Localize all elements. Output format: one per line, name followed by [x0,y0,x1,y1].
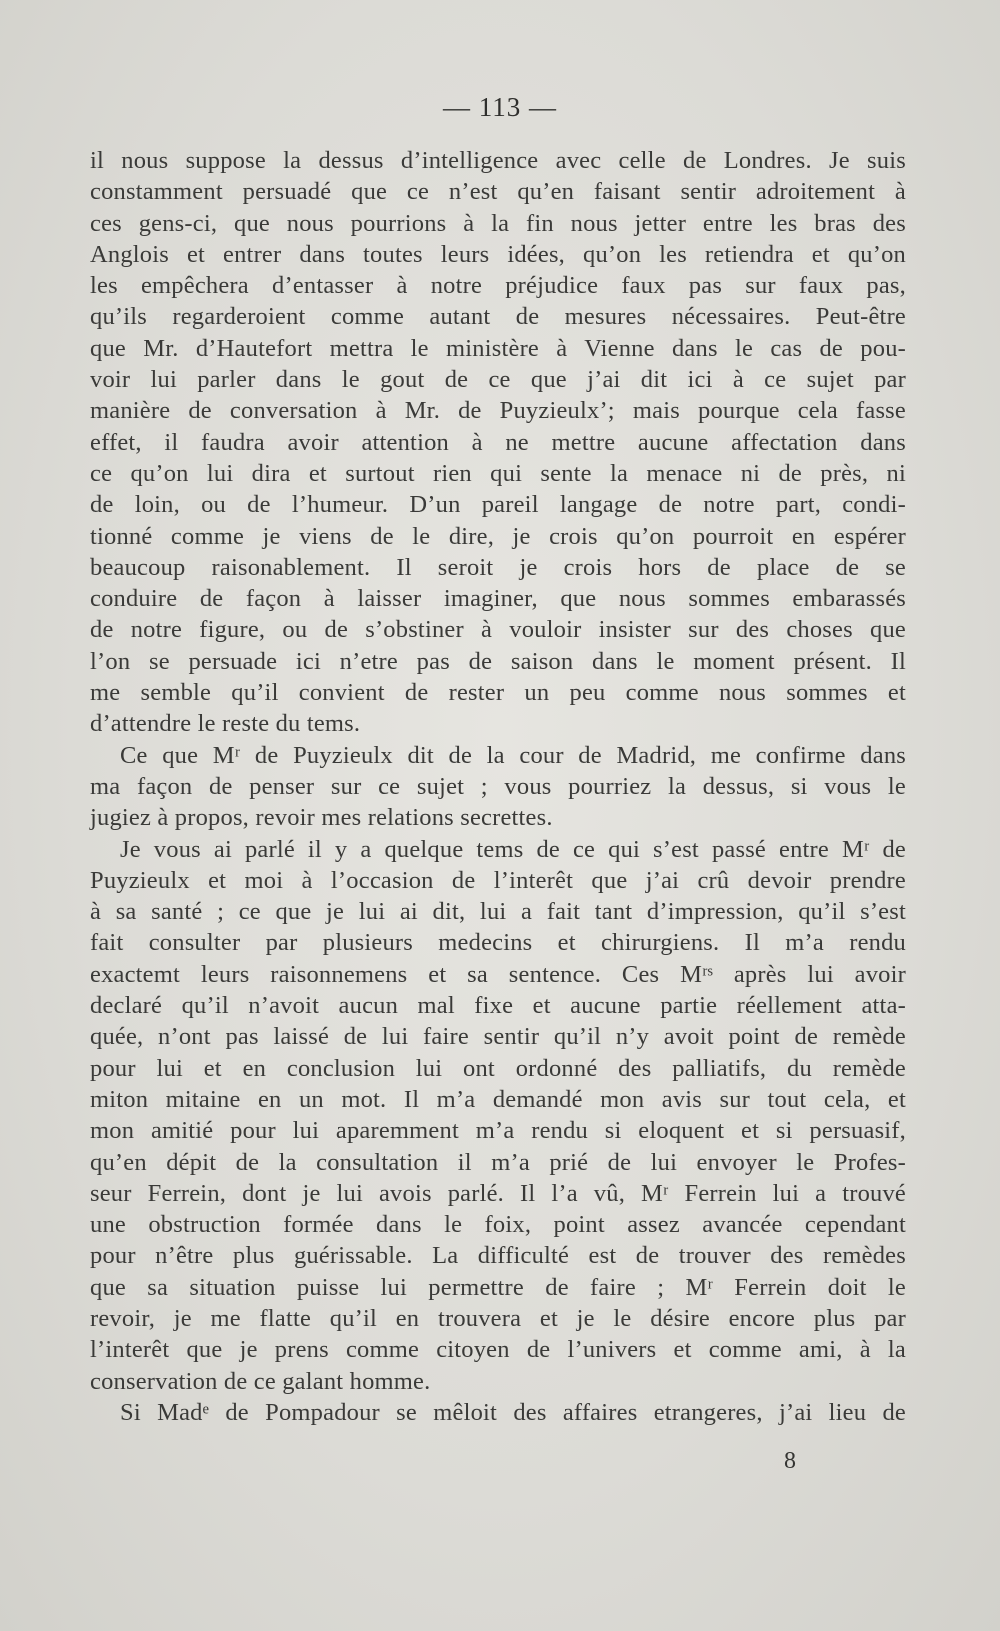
text-line: Je vous ai parlé il y a quelque tems de ce qui s’est passé entre Mʳ de [120,835,906,863]
body-text [90,145,906,1428]
text-line: exactemt leurs raisonnemens et sa sentence. Ces Mʳˢ après lui avoir [90,960,906,988]
text-line: revoir, je me flatte qu’il en trouvera et je le désire encore plus par [90,1304,906,1332]
text-line: ces gens-ci, que nous pourrions à la fin nous jetter entre les bras des [90,209,906,237]
text-line: declaré qu’il n’avoit aucun mal fixe et aucune partie réellement atta- [90,992,906,1020]
text-line: ce qu’on lui dira et surtout rien qui sente la menace ni de près, ni [90,459,906,487]
text-line: fait consulter par plusieurs medecins et chirurgiens. Il m’a rendu [90,929,906,957]
text-line: l’interêt que je prens comme citoyen de l’univers et comme ami, à la [90,1336,906,1364]
text-line: conservation de ce galant homme. [90,1367,431,1395]
text-line: seur Ferrein, dont je lui avois parlé. Il l’a vû, Mʳ Ferrein lui a trouvé [90,1179,906,1207]
text-line: Anglois et entrer dans toutes leurs idées, qu’on les retiendra et qu’on [90,240,906,268]
text-line: de loin, ou de l’humeur. D’un pareil langage de notre part, condi- [90,491,906,519]
signature-mark: 8 [784,1448,796,1474]
text-line: Puyzieulx et moi à l’occasion de l’interêt que j’ai crû devoir prendre [90,866,906,894]
text-line: voir lui parler dans le gout de ce que j’ai dit ici à ce sujet par [90,366,906,394]
text-line: de notre figure, ou de s’obstiner à vouloir insister sur des choses que [90,616,906,644]
text-line: Si Madᵉ de Pompadour se mêloit des affaires etrangeres, j’ai lieu de [120,1398,906,1426]
text-line: tionné comme je viens de le dire, je crois qu’on pourroit en espérer [90,522,906,550]
text-line: mon amitié pour lui aparemment m’a rendu si eloquent et si persuasif, [90,1117,906,1145]
text-line: constamment persuadé que ce n’est qu’en faisant sentir adroitement à [90,178,906,206]
page-number: — 113 — [443,92,557,122]
text-line: qu’en dépit de la consultation il m’a prié de lui envoyer le Profes- [90,1148,906,1176]
text-line: que sa situation puisse lui permettre de faire ; Mʳ Ferrein doit le [90,1273,906,1301]
text-line: une obstruction formée dans le foix, point assez avancée cependant [90,1211,906,1239]
text-line: jugiez à propos, revoir mes relations secrettes. [90,804,553,832]
text-line: que Mr. d’Hautefort mettra le ministère à Vienne dans le cas de pou- [90,334,906,362]
text-line: les empêchera d’entasser à notre préjudice faux pas sur faux pas, [90,272,906,300]
text-line: pour n’être plus guérissable. La difficulté est de trouver des remèdes [90,1242,906,1270]
text-line: qu’ils regarderoient comme autant de mesures nécessaires. Peut-être [90,303,906,331]
text-line: Ce que Mʳ de Puyzieulx dit de la cour de Madrid, me confirme dans [120,741,906,769]
text-line: quée, n’ont pas laissé de lui faire sentir qu’il n’y avoit point de remède [90,1023,906,1051]
text-line: me semble qu’il convient de rester un peu comme nous sommes et [90,679,906,707]
text-line: l’on se persuade ici n’etre pas de saison dans le moment présent. Il [90,647,906,675]
text-line: d’attendre le reste du tems. [90,710,361,738]
text-line: pour lui et en conclusion lui ont ordonné des palliatifs, du remède [90,1054,906,1082]
text-line: miton mitaine en un mot. Il m’a demandé mon avis sur tout cela, et [90,1085,906,1113]
text-line: effet, il faudra avoir attention à ne mettre aucune affectation dans [90,428,906,456]
text-line: à sa santé ; ce que je lui ai dit, lui a fait tant d’impression, qu’il s’est [90,898,906,926]
text-line: ma façon de penser sur ce sujet ; vous pourriez la dessus, si vous le [90,772,906,800]
text-line: beaucoup raisonablement. Il seroit je crois hors de place de se [90,553,906,581]
text-line: il nous suppose la dessus d’intelligence avec celle de Londres. Je suis [90,147,906,174]
text-line: manière de conversation à Mr. de Puyzieulx’; mais pourque cela fasse [90,397,906,425]
text-line: conduire de façon à laisser imaginer, que nous sommes embarassés [90,585,906,613]
